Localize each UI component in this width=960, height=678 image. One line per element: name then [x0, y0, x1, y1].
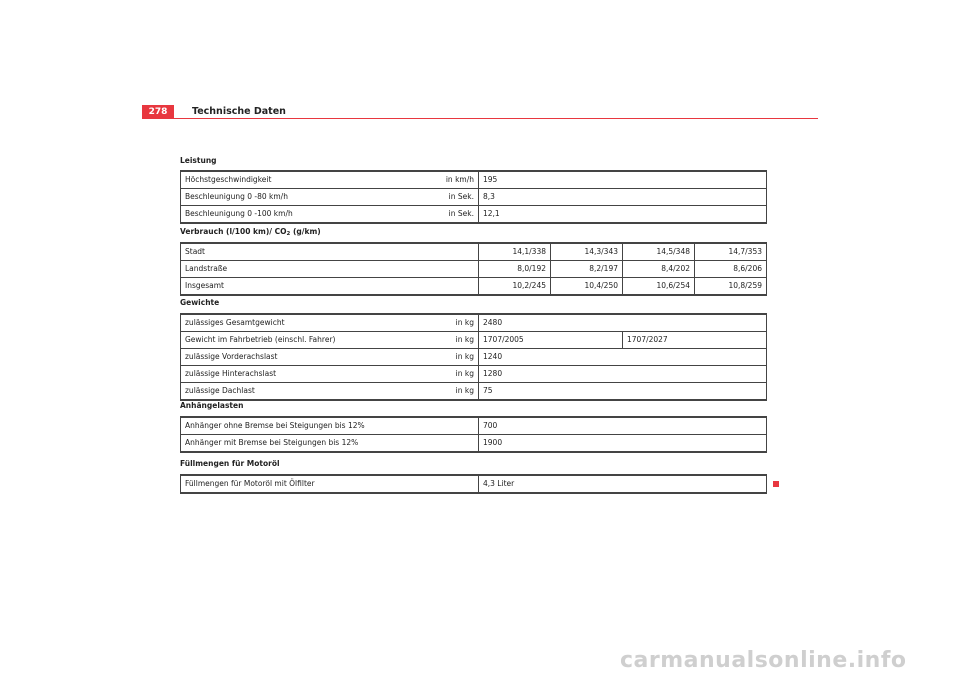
table-row — [181, 349, 767, 366]
row-unit: in km/h — [381, 171, 479, 189]
row-value: 14,7/353 — [695, 243, 767, 261]
row-label: Höchstgeschwindigkeit — [181, 171, 381, 189]
table-row — [181, 243, 767, 261]
row-unit: in kg — [381, 366, 479, 383]
row-value: 12,1 — [479, 206, 767, 224]
row-value: 14,5/348 — [623, 243, 695, 261]
row-value: 10,8/259 — [695, 278, 767, 296]
section-heading-gewichte: Gewichte — [180, 298, 220, 307]
table-verbrauch — [180, 242, 767, 296]
row-label: Gewicht im Fahrbetrieb (einschl. Fahrer) — [181, 332, 381, 349]
row-label: zulässiges Gesamtgewicht — [181, 314, 381, 332]
row-label: Landstraße — [181, 261, 479, 278]
row-value: 8,4/202 — [623, 261, 695, 278]
watermark: carmanualsonline.info — [620, 648, 907, 673]
row-value: 700 — [479, 417, 767, 435]
row-value: 10,6/254 — [623, 278, 695, 296]
heading-subscript: 2 — [286, 231, 291, 237]
heading-text: Verbrauch (l/100 km)/ CO — [180, 227, 287, 236]
row-unit: in kg — [381, 314, 479, 332]
table-row — [181, 261, 767, 278]
table-row — [181, 383, 767, 401]
table-row — [181, 417, 767, 435]
row-value: 1240 — [479, 349, 767, 366]
section-end-mark — [773, 481, 779, 487]
row-value: 195 — [479, 171, 767, 189]
table-row — [181, 314, 767, 332]
row-value: 75 — [479, 383, 767, 401]
row-value: 14,3/343 — [551, 243, 623, 261]
table-row — [181, 475, 767, 493]
row-value: 1707/2005 — [479, 332, 623, 349]
row-label: zulässige Hinterachslast — [181, 366, 381, 383]
row-label: Insgesamt — [181, 278, 479, 296]
heading-tail: (g/km) — [290, 227, 321, 236]
page-number: 278 — [142, 105, 174, 119]
row-label: zulässige Vorderachslast — [181, 349, 381, 366]
table-row — [181, 366, 767, 383]
row-value: 10,2/245 — [479, 278, 551, 296]
row-label: zulässige Dachlast — [181, 383, 381, 401]
row-unit: in Sek. — [381, 206, 479, 224]
header-rule — [142, 118, 818, 119]
row-unit: in kg — [381, 332, 479, 349]
section-heading-anhaengelasten: Anhängelasten — [180, 401, 244, 410]
row-label: Anhänger mit Bremse bei Steigungen bis 12% — [181, 435, 479, 453]
row-label: Stadt — [181, 243, 479, 261]
table-row — [181, 206, 767, 224]
table-row — [181, 435, 767, 453]
row-value: 1900 — [479, 435, 767, 453]
row-value: 14,1/338 — [479, 243, 551, 261]
section-heading-fuellmengen: Füllmengen für Motoröl — [180, 459, 280, 468]
row-value: 8,6/206 — [695, 261, 767, 278]
row-label: Beschleunigung 0 -80 km/h — [181, 189, 381, 206]
row-value: 1280 — [479, 366, 767, 383]
row-label: Anhänger ohne Bremse bei Steigungen bis 12% — [181, 417, 479, 435]
row-unit: in kg — [381, 383, 479, 401]
table-fuellmengen — [180, 474, 767, 494]
table-row — [181, 332, 767, 349]
table-anhaengelasten — [180, 416, 767, 453]
section-heading-leistung: Leistung — [180, 156, 217, 165]
row-value: 10,4/250 — [551, 278, 623, 296]
table-gewichte — [180, 313, 767, 401]
row-value-2: 1707/2027 — [623, 332, 767, 349]
row-label: Beschleunigung 0 -100 km/h — [181, 206, 381, 224]
table-row — [181, 171, 767, 189]
row-value: 2480 — [479, 314, 767, 332]
table-leistung — [180, 170, 767, 224]
row-unit: in Sek. — [381, 189, 479, 206]
section-heading-verbrauch — [180, 227, 321, 239]
chapter-title: Technische Daten — [192, 106, 286, 117]
table-row — [181, 189, 767, 206]
row-value: 8,0/192 — [479, 261, 551, 278]
row-value: 8,2/197 — [551, 261, 623, 278]
row-unit: in kg — [381, 349, 479, 366]
row-value: 4,3 Liter — [479, 475, 767, 493]
table-row — [181, 278, 767, 296]
row-label: Füllmengen für Motoröl mit Ölfilter — [181, 475, 479, 493]
row-value: 8,3 — [479, 189, 767, 206]
